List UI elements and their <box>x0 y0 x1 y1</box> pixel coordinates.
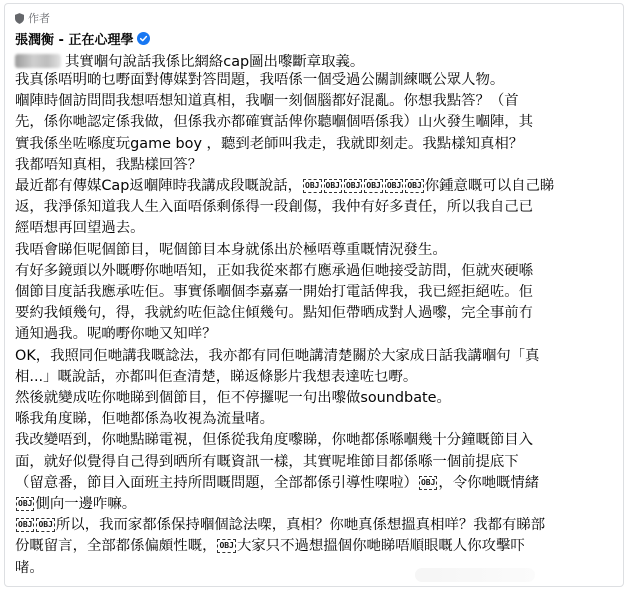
post-intro-text: 其實嗰句說話我係比網絡cap圖出嚟斷章取義。 <box>65 54 365 70</box>
post-body-line <box>15 430 621 451</box>
post-body-line <box>15 282 621 303</box>
post-body-line <box>15 536 621 557</box>
post-body-line <box>15 176 621 197</box>
post-body-text: 相...」嘅說話，亦都叫佢查清楚，睇返條影片我想表達咗乜嘢。 <box>15 368 418 385</box>
post-body-line <box>15 240 621 261</box>
post-body-line <box>15 134 621 155</box>
post-body-text: 實我係坐咗喺度玩game boy ，聽到老師叫我走，我就即刻走。我點樣知真相？ <box>15 135 524 152</box>
post-body-text: 喺我角度睇，佢哋都係為收視為流量啫。 <box>15 411 275 428</box>
author-badge-label: 作者 <box>28 12 50 25</box>
post-body-line <box>15 515 621 536</box>
post-body <box>15 70 621 579</box>
post-body-line <box>15 367 621 388</box>
post-body-text: 我改變唔到，你哋點睇電視，但係從我角度嚟睇，你哋都係喺嗰幾十分鐘嘅節目入 <box>15 432 534 449</box>
post-body-line <box>15 112 621 133</box>
object-placeholder-icon: OBJ <box>344 179 362 193</box>
post-body-line <box>15 346 621 367</box>
post-card <box>4 3 624 587</box>
post-body-text: 通知過我。呢啲嘢你哋又知咩？ <box>15 326 217 343</box>
post-body-line <box>15 324 621 345</box>
blurred-watermark <box>415 568 535 582</box>
post-body-line <box>15 409 621 430</box>
post-body-line <box>15 452 621 473</box>
post-body-text: 返，我淨係知道我人生入面唔係剩係得一段創傷，我仲有好多責任，所以我自己已 <box>15 199 534 216</box>
object-placeholder-icon: OBJ <box>217 539 235 553</box>
object-placeholder-icon: OBJ <box>36 518 54 532</box>
author-name[interactable]: 張潤衡 - 正在心理學 <box>15 33 134 48</box>
object-placeholder-icon: OBJ <box>364 179 382 193</box>
blurred-mention <box>15 54 61 68</box>
post-body-text: 份嘅留言，全部都係偏頗性嘅， <box>15 538 217 555</box>
post-body-text: ，令你哋嘅情緒 <box>438 474 540 491</box>
post-body-text: 個節目度話我應承咗佢。事實係嗰個李嘉嘉一開始打電話俾我，我已經拒絕咗。佢 <box>15 284 534 301</box>
object-placeholder-icon: OBJ <box>419 476 437 490</box>
object-placeholder-icon: OBJ <box>303 179 321 193</box>
post-body-text: 大家只不過想搵個你哋睇唔順眼嘅人你攻擊吓 <box>236 538 525 555</box>
post-body-text: 啫。 <box>15 559 44 576</box>
verified-badge-icon <box>137 32 150 45</box>
post-body-line <box>15 388 621 409</box>
post-body-text: 最近都有傳媒Cap返嗰陣時我講成段嘅說話， <box>15 178 303 195</box>
post-body-text: （留意番，節目入面班主持所問嘅問題，全部都係引導性㗎啦） <box>15 474 418 491</box>
post-body-line <box>15 91 621 112</box>
post-body-text: 我都唔知真相，我點樣回答？ <box>15 156 203 173</box>
post-body-line <box>15 303 621 324</box>
post-header <box>15 29 150 48</box>
post-body-line <box>15 218 621 239</box>
object-placeholder-icon: OBJ <box>324 179 342 193</box>
post-body-text: 你鍾意嘅可以自己睇 <box>424 178 555 195</box>
post-body-line <box>15 494 621 515</box>
post-body-text: 要約我傾幾句，得，我就約咗佢諗住傾幾句。點知佢帶晒成對人過嚟，完全事前冇 <box>15 305 534 322</box>
post-body-line <box>15 261 621 282</box>
post-body-text: 嗰陣時個訪問問我想唔想知道真相，我嗰一刻個腦都好混亂。你想我點答？（首 <box>15 93 519 110</box>
object-placeholder-icon: OBJ <box>405 179 423 193</box>
post-body-text: 經唔想再回望過去。 <box>15 220 145 237</box>
post-body-line <box>15 197 621 218</box>
object-placeholder-icon: OBJ <box>16 518 34 532</box>
object-placeholder-icon: OBJ <box>385 179 403 193</box>
object-placeholder-icon: OBJ <box>16 497 34 511</box>
post-body-text: 有好多鏡頭以外嘅嘢你哋唔知，正如我從來都冇應承過佢哋接受訪問，佢就夾硬喺 <box>15 262 534 279</box>
post-body-text: 所以，我而家都係保持嗰個諗法㗎，真相？你哋真係想搵真相咩？我都有睇部 <box>55 517 546 534</box>
post-body-text: 我真係唔明啲乜嘢面對傳媒對答問題，我唔係一個受過公關訓練嘅公眾人物。 <box>15 72 505 88</box>
post-body-text: 我唔會睇佢呢個節目，呢個節目本身就係出於極唔尊重嘅情況發生。 <box>15 241 447 258</box>
post-body-text: OK，我照同佢哋講我嘅諗法，我亦都有同佢哋講清楚關於大家成日話我講嗰句「真 <box>15 347 540 364</box>
shield-icon <box>15 13 24 24</box>
post-body-text: 先，係你哋認定係我做，但係我亦都確實話俾你聽嗰個唔係我）山火發生嗰陣，其 <box>15 114 534 131</box>
post-body-text: 側向一邊咋嘛。 <box>35 496 137 513</box>
post-body-line <box>15 70 621 91</box>
post-body-text: 面，就好似覺得自己得到晒所有嘅資訊一樣，其實呢堆節目都係喺一個前提底下 <box>15 453 519 470</box>
post-body-text: 然後就變成咗你哋睇到個節目，佢不停攞呢一句出嚟做soundbate。 <box>15 390 451 407</box>
post-body-line <box>15 155 621 176</box>
post-body-line <box>15 473 621 494</box>
post-intro-line <box>15 50 364 71</box>
author-badge <box>15 10 50 26</box>
